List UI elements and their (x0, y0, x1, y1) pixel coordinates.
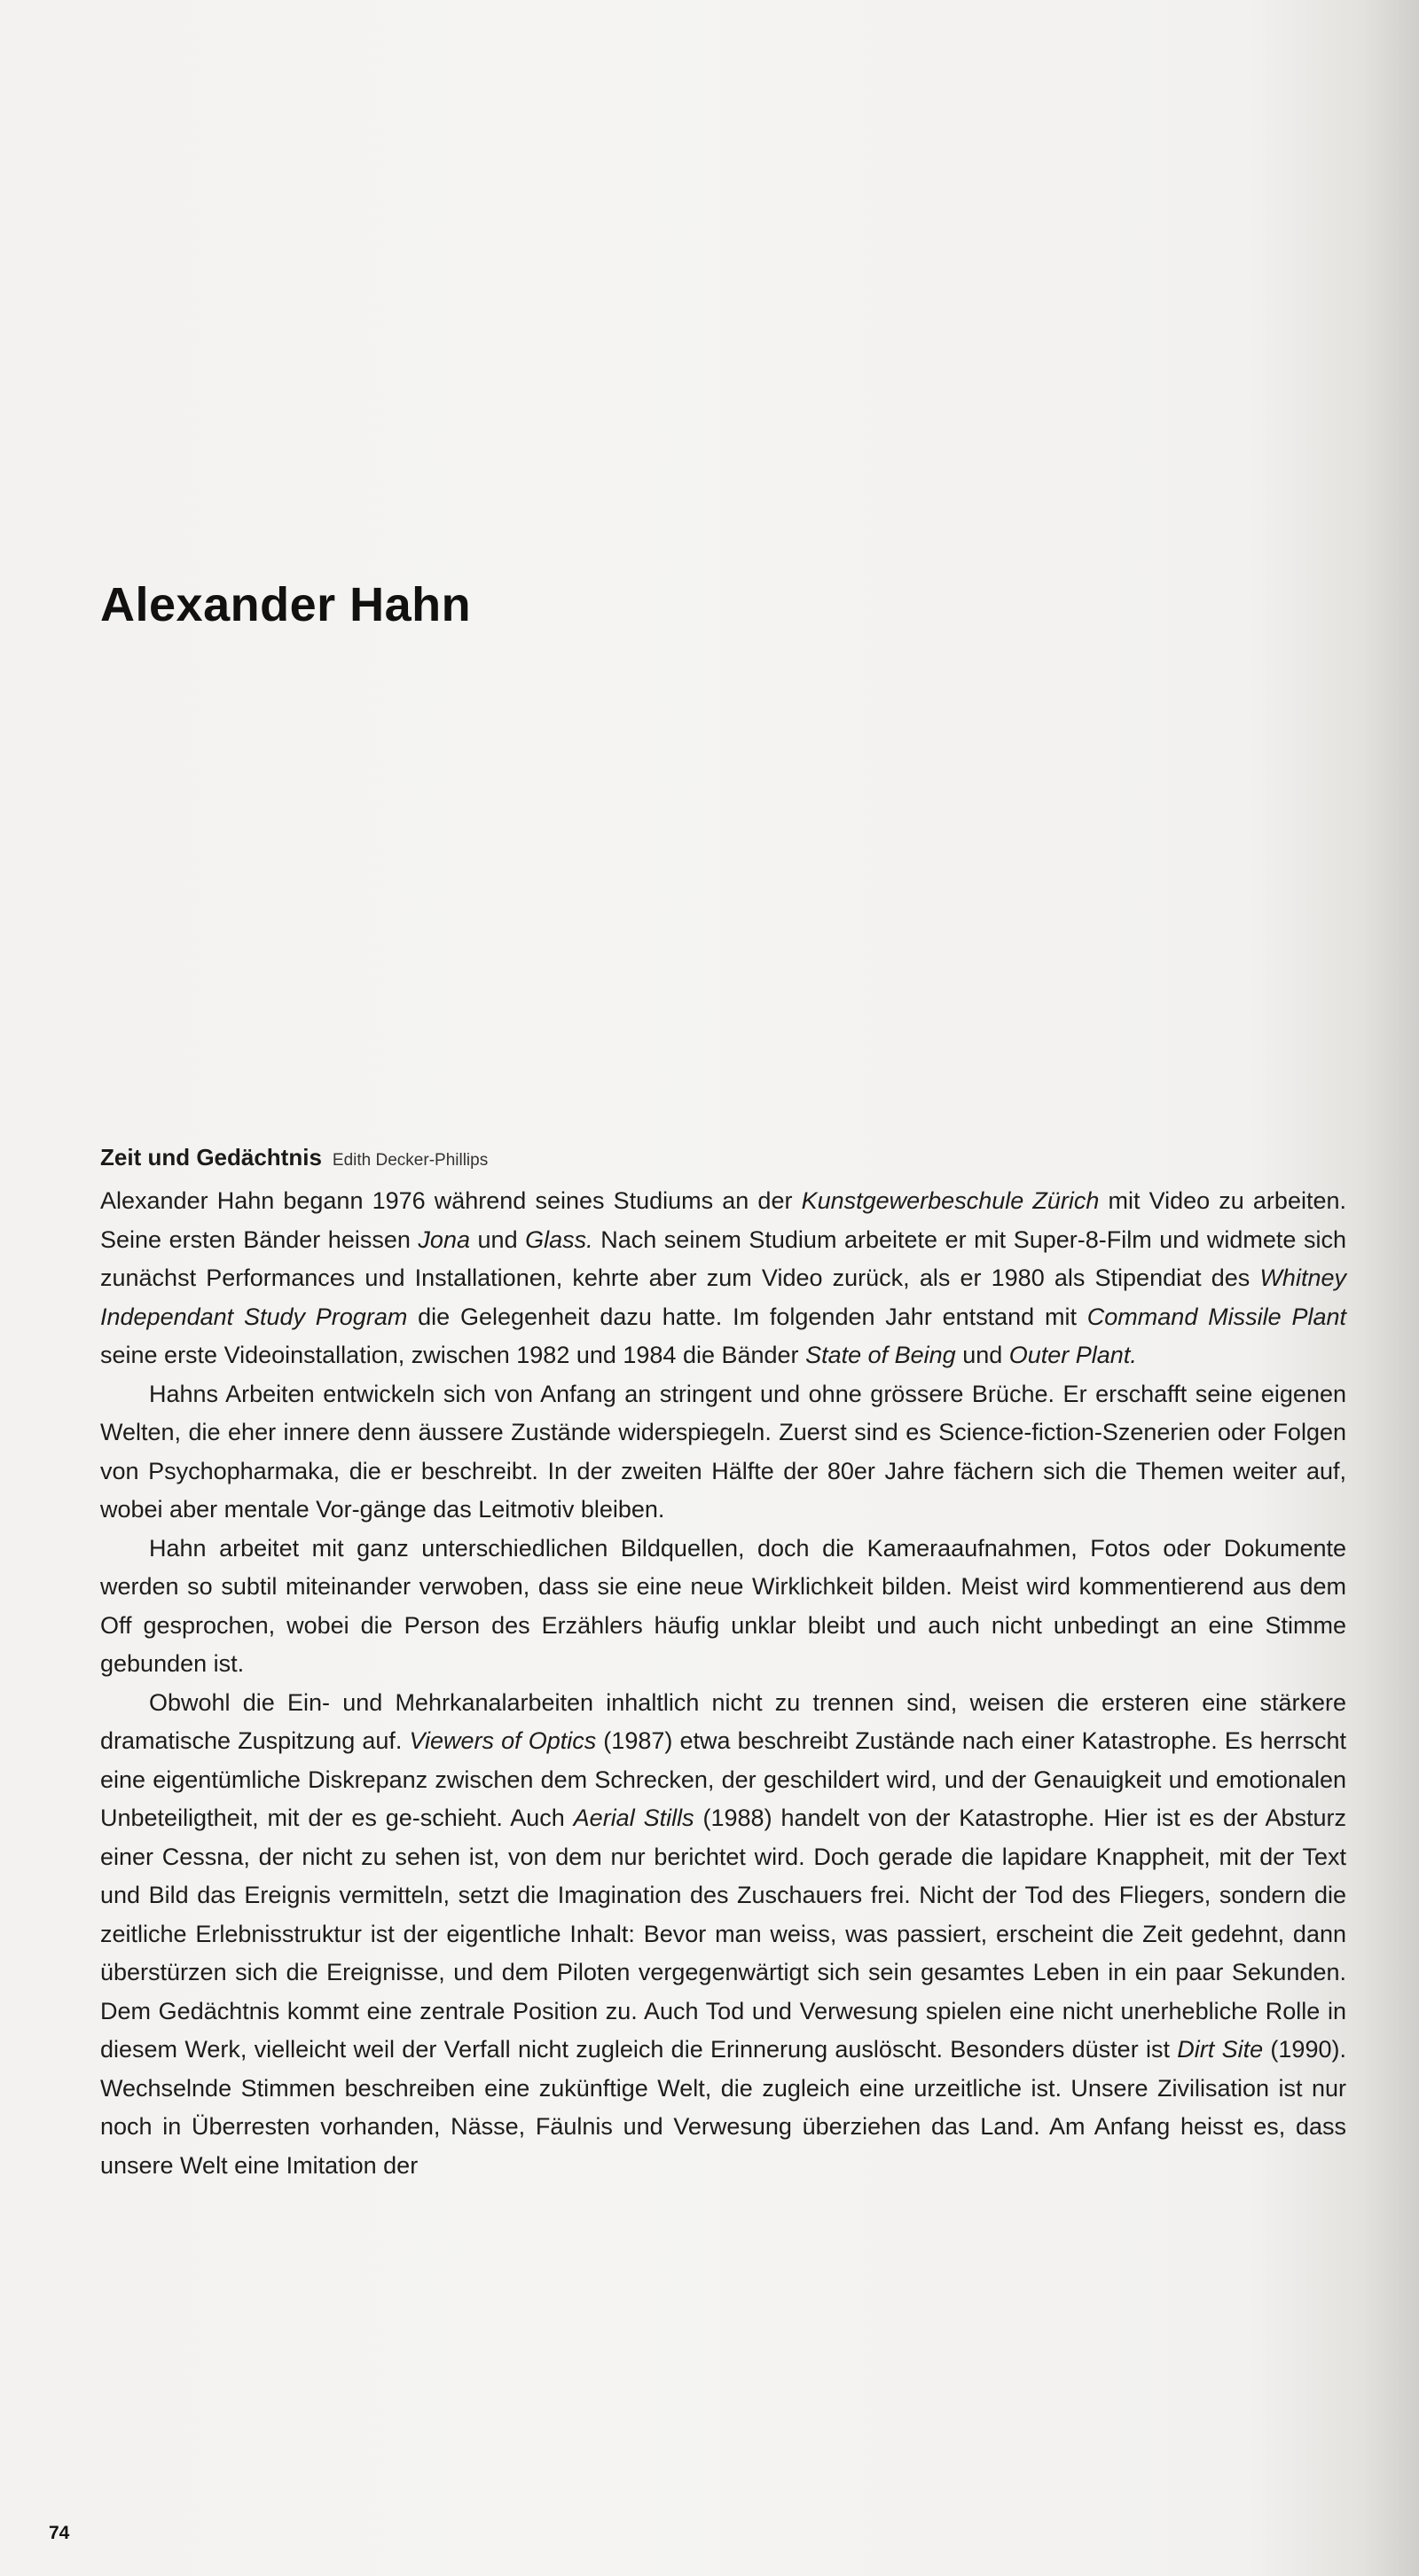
body-paragraph (100, 1375, 1346, 1530)
text-run: seine erste Videoinstallation, zwischen 1982 und 1984 die Bänder (100, 1342, 806, 1368)
work-title: Whitney Independant Study Program (100, 1265, 1346, 1330)
work-title: Aerial Stills (573, 1805, 694, 1831)
work-title: Kunstgewerbeschule Zürich (801, 1187, 1100, 1214)
work-title: Jona (418, 1225, 470, 1253)
article (100, 1139, 1346, 2185)
work-title: Command Missile Plant (1086, 1303, 1346, 1330)
text-run: Hahn arbeitet mit ganz unterschiedlichen Bildquellen, doch die Kameraaufnahmen, Fotos oder Dokumente werden so subtil miteinander verwoben, dass sie eine neue Wirklichkeit bilden. Meist wird kommentierend aus dem Off gesprochen, wobei die Person des Erzählers häufig unklar bleibt und auch nicht unbedingt an eine Stimme gebunden ist. (100, 1534, 1346, 1677)
article-body (100, 1182, 1346, 2185)
work-title: Viewers of Optics (409, 1727, 597, 1754)
work-title: State of Being (805, 1342, 956, 1368)
text-run: Hahns Arbeiten entwickeln sich von Anfang an stringent und ohne grössere Brüche. Er erschafft seine eigenen Welten, die eher innere denn äussere Zustände widerspiegeln. Zuerst sind es Science-fiction-Szenerien oder Folgen von Psychopharmaka, die er beschreibt. In der zweiten Hälfte der 80er Jahre fächern sich die Themen weiter auf, wobei aber mentale Vor-gänge das Leitmotiv bleiben. (100, 1380, 1346, 1523)
page-title: Alexander Hahn (100, 578, 472, 631)
work-title: Glass. (525, 1225, 593, 1253)
section-heading (100, 1139, 1346, 1178)
text-run: die Gelegenheit dazu hatte. Im folgenden Jahr entstand mit (407, 1303, 1087, 1330)
text-run: (1987) etwa beschreibt Zustände nach einer Katastrophe. Es herrscht eine eigentümliche Diskrepanz zwischen dem Schrecken, der geschildert wird, und der Genauigkeit und emotionalen Unbeteiligtheit, mit der es ge-schieht. Auch (100, 1727, 1346, 1831)
text-run: und (955, 1342, 1009, 1368)
text-run: Obwohl die Ein- und Mehrkanalarbeiten inhaltlich nicht zu trennen sind, weisen die ersteren eine stärkere dramatische Zuspitzung auf. (100, 1688, 1346, 1754)
section-author: Edith Decker-Phillips (332, 1151, 489, 1170)
text-run: mit Video zu arbeiten. Seine ersten Bänder heissen (100, 1187, 1346, 1253)
text-run: Nach seinem Studium arbeitete er mit Super-8-Film und widmete sich zunächst Performances und Installationen, kehrte aber zum Video zurück, als er 1980 als Stipendiat des (100, 1225, 1346, 1291)
work-title: Dirt Site (1177, 2036, 1264, 2063)
text-run: (1990). Wechselnde Stimmen beschreiben eine zukünftige Welt, die zugleich eine urzeitliche ist. Unsere Zivilisation ist nur noch in Überresten vorhanden, Nässe, Fäulnis und Verwesung überziehen das Land. Am Anfang heisst es, dass unsere Welt eine Imitation der (100, 2036, 1346, 2179)
text-run: Alexander Hahn begann 1976 während seines Studiums an der (100, 1187, 802, 1214)
section-title: Zeit und Gedächtnis (100, 1144, 322, 1171)
body-paragraph (100, 1530, 1346, 1684)
body-paragraph (100, 1684, 1346, 2186)
text-run: (1988) handelt von der Katastrophe. Hier ist es der Absturz einer Cessna, der nicht zu sehen ist, von dem nur berichtet wird. Doch gerade die lapidare Knappheit, mit der Text und Bild das Ereignis vermitteln, setzt die Imagination des Zuschauers frei. Nicht der Tod des Fliegers, sondern die zeitliche Erlebnisstruktur ist der eigentliche Inhalt: Bevor man weiss, was passiert, erscheint die Zeit gedehnt, dann überstürzen sich die Ereignisse, und dem Piloten vergegenwärtigt sich sein gesamtes Leben in ein paar Sekunden. Dem Gedächtnis kommt eine zentrale Position zu. Auch Tod und Verwesung spielen eine nicht unerhebliche Rolle in diesem Werk, vielleicht weil der Verfall nicht zugleich die Erinnerung auslöscht. Besonders düster ist (100, 1805, 1346, 2063)
work-title: Outer Plant. (1008, 1342, 1137, 1368)
body-paragraph (100, 1182, 1346, 1375)
text-run: und (469, 1225, 526, 1253)
page-number: 74 (49, 2523, 70, 2543)
